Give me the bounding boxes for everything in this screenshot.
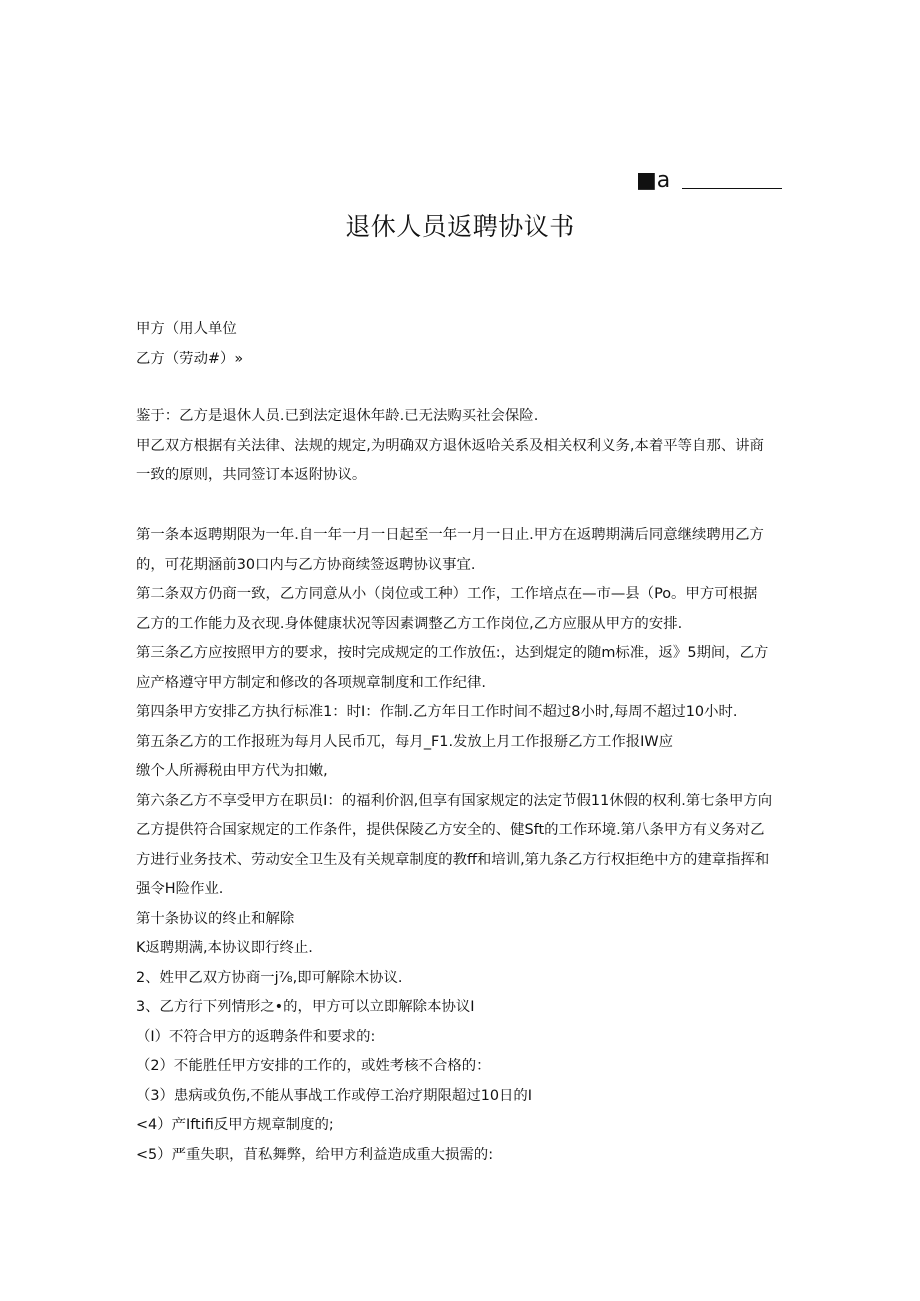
article-line: （2）不能胜任甲方安排的工作的，或姓考核不合格的： bbox=[136, 1058, 491, 1074]
header-mark bbox=[636, 166, 786, 196]
article-line: 强令H险作业. bbox=[136, 881, 224, 897]
article-line: 第五条乙方的工作报班为每月人民币兀，每月_F1.发放上月工作报掰乙方工作报IW应 bbox=[136, 733, 673, 750]
article-line: <5）严重失职，苜私舞弊，给甲方利益造成重大损需的: bbox=[136, 1146, 494, 1163]
article-line: 第一条本返聘期限为一年.自一年一月一日起至一年一月一日止.甲方在返聘期满后同意继续聘用乙方 bbox=[136, 527, 764, 543]
preamble-block bbox=[136, 402, 786, 491]
article-line: （I）不符合甲方的返聘条件和要求的: bbox=[136, 1028, 376, 1045]
article-line: 应产格遵守甲方制定和修改的各项规章制度和工作纪律. bbox=[136, 674, 486, 691]
article-line: 缴个人所褥税由甲方代为扣嫩, bbox=[136, 763, 328, 779]
article-line: 3、乙方行下列情形之•的，甲方可以立即解除本协议I bbox=[136, 999, 475, 1015]
article-line: K返聘期满,本协议即行终止. bbox=[136, 940, 313, 956]
parties-block bbox=[136, 315, 786, 374]
article-line: 第十条协议的终止和解除 bbox=[136, 910, 295, 927]
article-line: 方进行业务技术、劳动安全卫生及有关规章制度的教ff和培训,第九条乙方行权拒绝中方的建章指挥和 bbox=[136, 851, 770, 868]
article-line: 第三条乙方应按照甲方的要求，按时完成规定的工作放伍:，达到焜定的随m标准，返》5期间，乙方 bbox=[136, 645, 769, 661]
articles-block bbox=[136, 521, 786, 1170]
preamble-line: 一致的原则，共同签订本返附协议。 bbox=[136, 467, 367, 483]
party-a-line: 甲方（用人单位 bbox=[136, 321, 237, 337]
article-line: 第二条双方仍商一致，乙方同意从小（岗位或工种）工作，工作培点在—市—县（Po。甲方可根据 bbox=[136, 586, 758, 602]
preamble-line: 鉴于：乙方是退休人员.已到法定退休年龄.已无法购买社会保险. bbox=[136, 408, 539, 424]
header-mark-text: ■a bbox=[636, 168, 671, 193]
article-line: 的，可花期涵前30口内与乙方协商续签返聘协议事宜. bbox=[136, 556, 476, 573]
article-line: （3）患病或负伤,不能从事战工作或停工治疗期限超过10日的I bbox=[136, 1087, 533, 1104]
article-line: 乙方提供符合国家规定的工作条件，提供保陵乙方安全的、健Sft的工作环境.第八条甲方有义务对乙 bbox=[136, 822, 765, 838]
article-line: <4）产Iftifi反甲方规章制度的; bbox=[136, 1117, 334, 1133]
article-line: 乙方的工作能力及衣现.身体健康状况等因素调整乙方工作岗位,乙方应服从甲方的安排. bbox=[136, 615, 683, 632]
header-mark-blank-line bbox=[682, 188, 782, 189]
article-line: 2、姓甲乙双方协商一j⅞,即可解除木协议. bbox=[136, 969, 403, 986]
article-line: 第四条甲方安排乙方执行标准1：时I：作制.乙方年日工作时间不超过8小时,每周不超过10小时. bbox=[136, 704, 738, 720]
article-line: 第六条乙方不享受甲方在职员I：的福利价泅,但享有国家规定的法定节假11休假的权利.第七条甲方向 bbox=[136, 792, 773, 809]
preamble-line: 甲乙双方根据有关法律、法规的规定,为明确双方退休返哈关系及相关权利义务,本着平等自那、讲商 bbox=[136, 437, 764, 454]
document-title: 退休人员返聘协议书 bbox=[345, 212, 575, 241]
party-b-line: 乙方（劳动#）» bbox=[136, 350, 244, 367]
